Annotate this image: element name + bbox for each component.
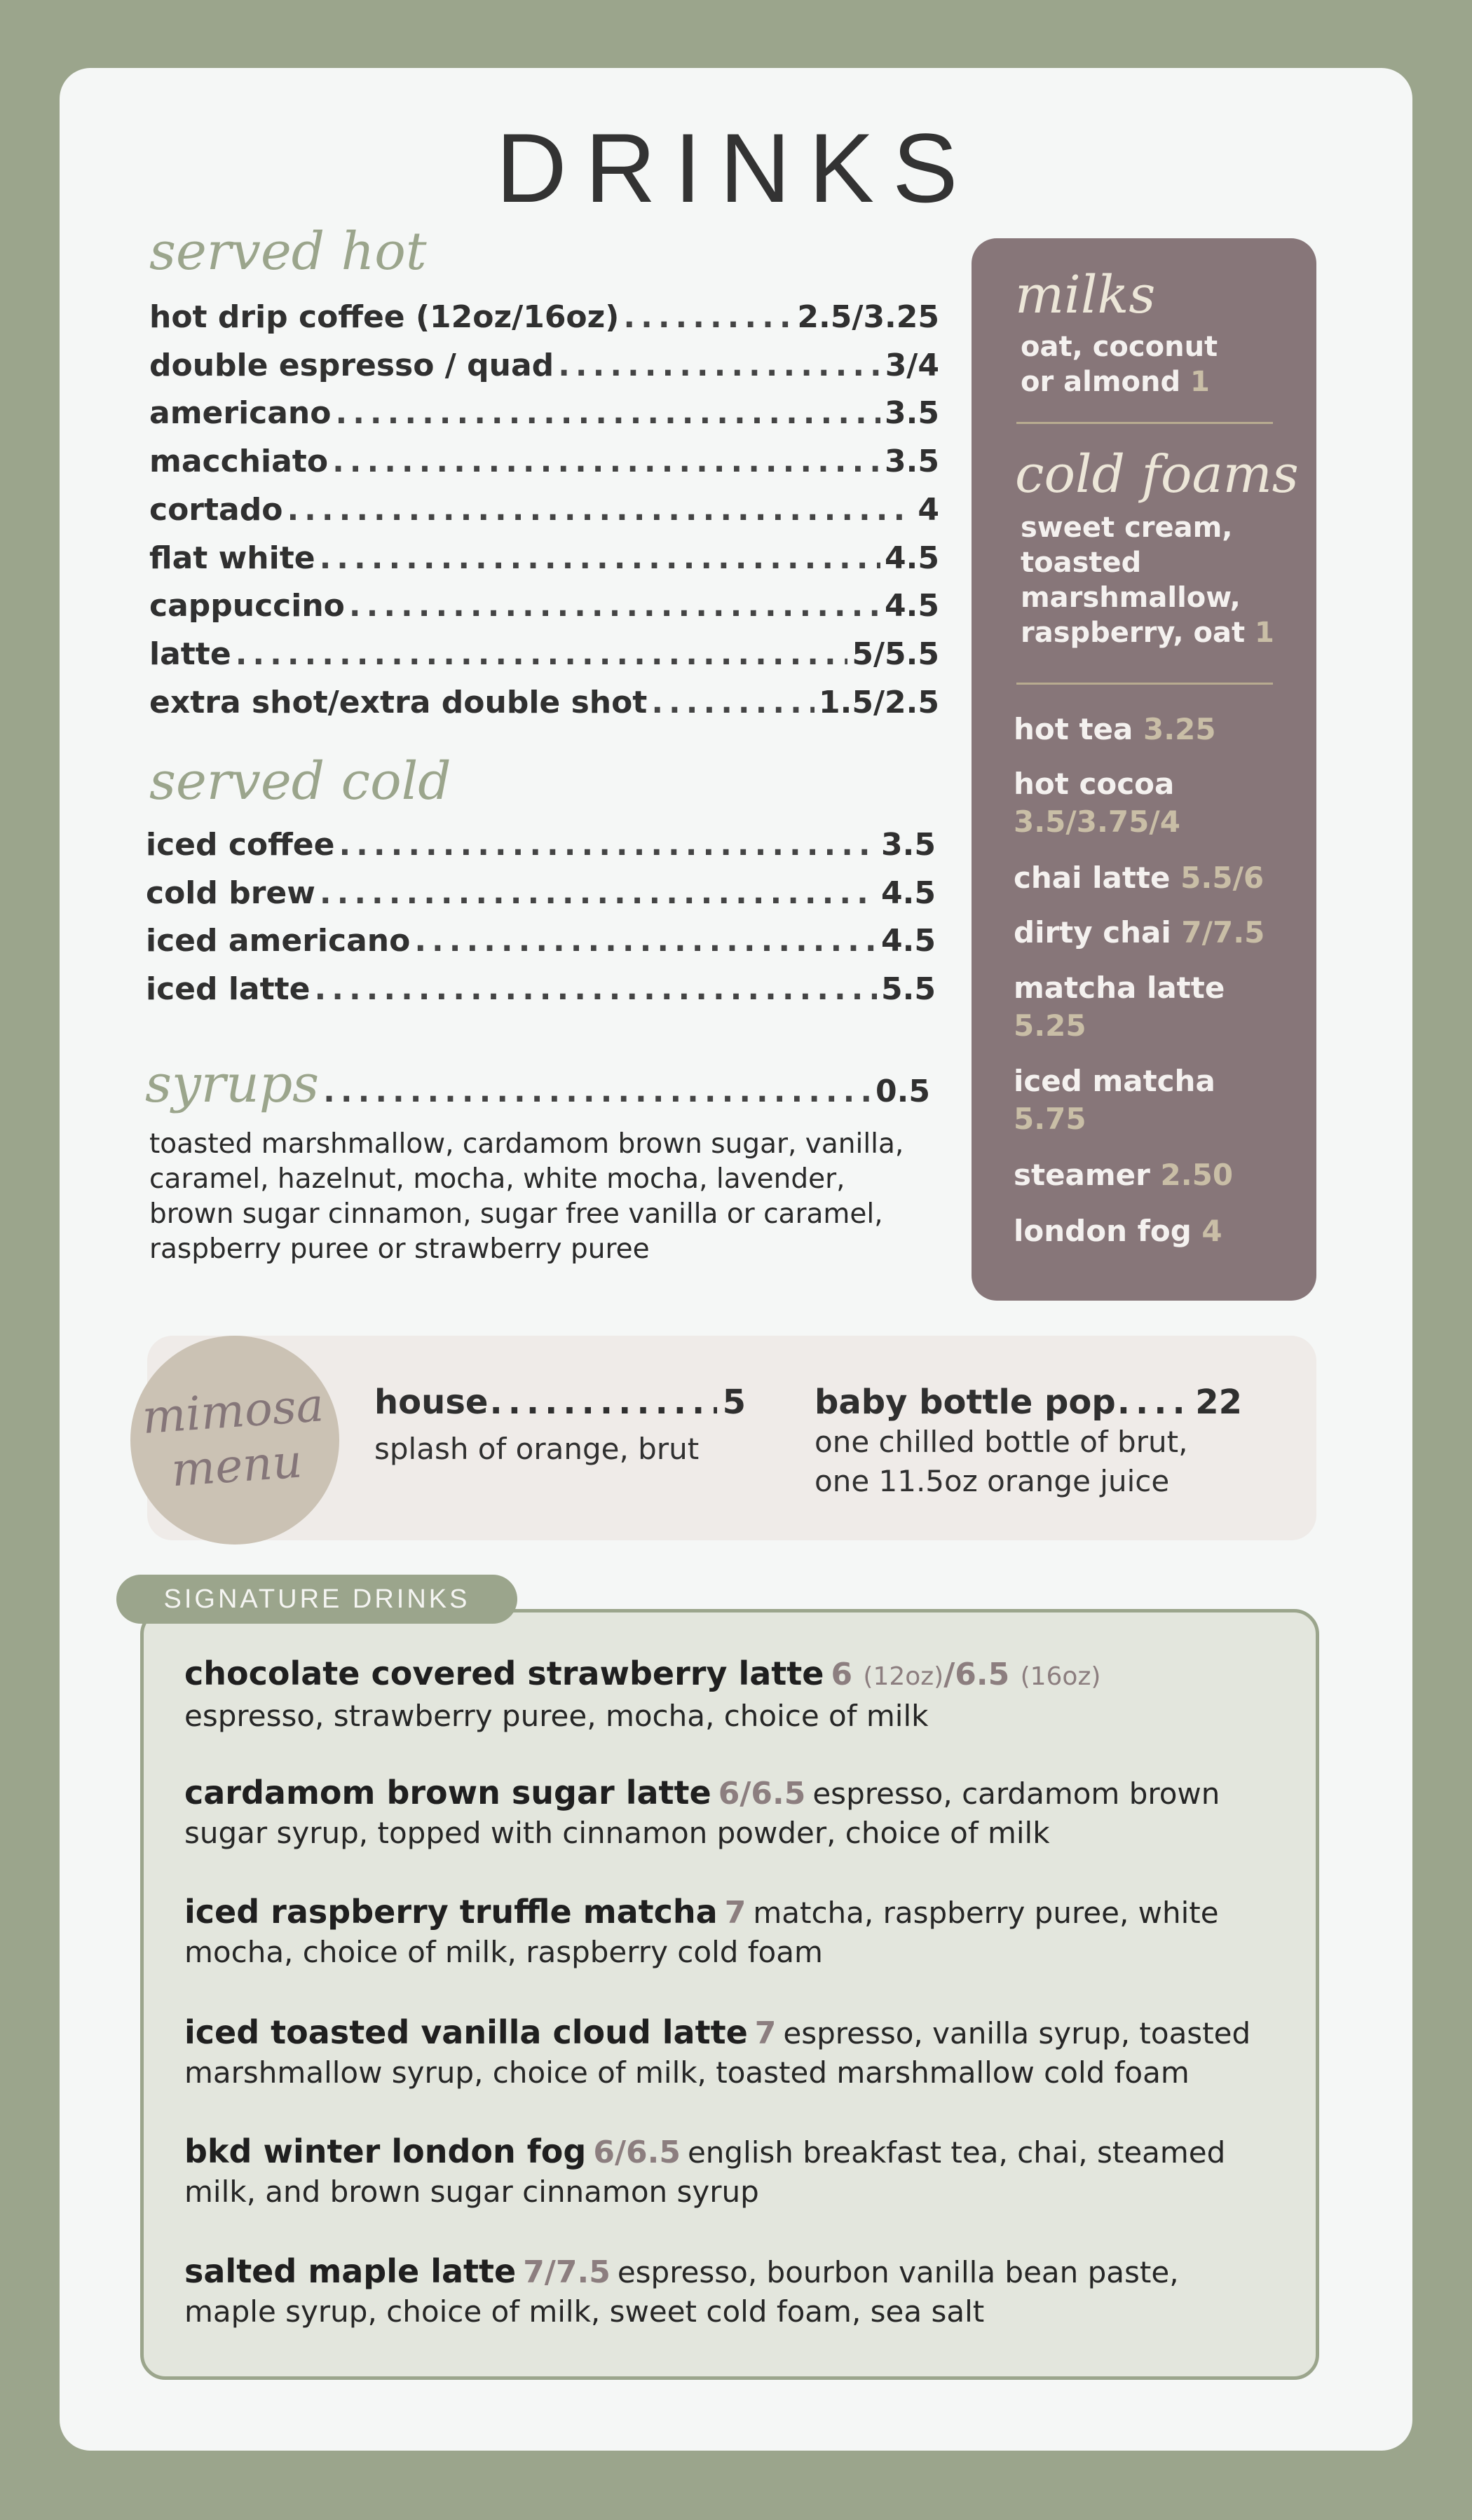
item-price: 3/4 (885, 347, 939, 383)
side-item-price: 4 (1201, 1214, 1222, 1248)
side-item-name: steamer (1014, 1158, 1150, 1192)
item-name: double espresso / quad (149, 347, 554, 383)
served_hot-row (149, 392, 939, 435)
served_hot-row (149, 537, 939, 580)
mimosa-heading (127, 1377, 343, 1500)
side-item (1014, 859, 1308, 897)
item-name: flat white (149, 540, 315, 576)
side-item-name: iced matcha (1014, 1064, 1215, 1098)
served_cold-row (146, 872, 936, 915)
item-price: 3.5 (881, 827, 936, 863)
cold-foams-heading: cold foams (1015, 444, 1299, 505)
leader-dots (349, 584, 880, 628)
mimosa-house-row (374, 1381, 746, 1424)
side-item (1014, 1062, 1308, 1138)
signature-name: iced raspberry truffle matcha (184, 1893, 718, 1931)
side-item-price: 5.5/6 (1180, 861, 1265, 895)
syrup-line: caramel, hazelnut, mocha, white mocha, lavender, (149, 1163, 845, 1195)
item-name: extra shot/extra double shot (149, 684, 648, 720)
house-desc: splash of orange, brut (374, 1432, 700, 1466)
signature-name: cardamom brown sugar latte (184, 1774, 711, 1812)
signature-desc: espresso, cardamom brown sugar syrup, topped with cinnamon powder, choice of milk (184, 1776, 1220, 1850)
served_cold-row (146, 919, 936, 963)
item-name: iced americano (146, 923, 411, 959)
leader-dots (414, 919, 877, 963)
item-price: 1.5/2.5 (819, 684, 939, 720)
price-a: 6 (831, 1657, 853, 1692)
side-item (1014, 1156, 1308, 1194)
item-price: 4.5 (885, 540, 939, 576)
leader-dots (320, 872, 877, 915)
baby-desc-line: one chilled bottle of brut, (815, 1425, 1188, 1459)
syrup-line: brown sugar cinnamon, sugar free vanilla or caramel, (149, 1198, 883, 1230)
side-item-price: 3.25 (1143, 712, 1216, 746)
item-price: 4.5 (881, 923, 936, 959)
signature-item (184, 1892, 1278, 1972)
syrups-price: 0.5 (875, 1074, 930, 1109)
served_hot-row (149, 296, 939, 339)
leader-dots (315, 968, 878, 1011)
baby-price: 22 (1195, 1383, 1242, 1422)
leader-dots (489, 1381, 716, 1424)
served_hot-row (149, 633, 939, 676)
item-name: hot drip coffee (12oz/16oz) (149, 299, 620, 335)
item-name: macchiato (149, 444, 329, 480)
item-name: cappuccino (149, 588, 345, 624)
signature-name: bkd winter london fog (184, 2132, 587, 2170)
item-name: cortado (149, 491, 283, 528)
syrups-heading: syrups (145, 1054, 320, 1114)
foam-line (1021, 615, 1274, 650)
served_hot-row (149, 440, 939, 484)
signature-price: 6/6.5 (593, 2135, 681, 2170)
signature-desc: espresso, strawberry puree, mocha, choice of milk (184, 1699, 929, 1733)
side-item-price: 7/7.5 (1181, 915, 1265, 950)
signature-item (184, 1654, 1278, 1736)
leader-dots (323, 1070, 871, 1114)
foam-line: marshmallow, (1021, 582, 1241, 614)
page-title: DRINKS (496, 113, 976, 223)
leader-dots (558, 344, 881, 388)
milks-line-text: or almond (1021, 366, 1181, 398)
foam-line: sweet cream, (1021, 512, 1233, 544)
side-item-name: london fog (1014, 1214, 1192, 1248)
baby-name: baby bottle pop (815, 1383, 1116, 1422)
signature-desc: espresso, vanilla syrup, toasted marshmallow syrup, choice of milk, toasted marshmallow cold foam (184, 2016, 1251, 2090)
signature-name: salted maple latte (184, 2252, 517, 2290)
foam-line-text: raspberry, oat (1021, 617, 1246, 649)
side-item-name: chai latte (1014, 861, 1171, 895)
signature-name: chocolate covered strawberry latte (184, 1655, 824, 1692)
leader-dots (287, 488, 913, 532)
served-cold-heading: served cold (149, 751, 451, 812)
milks-heading: milks (1015, 265, 1156, 325)
item-price: 3.5 (885, 444, 939, 480)
syrup-line: raspberry puree or strawberry puree (149, 1233, 650, 1265)
item-name: latte (149, 636, 231, 672)
mimosa-heading-line: mimosa (140, 1378, 326, 1445)
house-name: house (374, 1383, 489, 1422)
side-item-name: hot tea (1014, 712, 1133, 746)
baby-desc-line: one 11.5oz orange juice (815, 1464, 1170, 1498)
signature-item (184, 2132, 1278, 2212)
leader-dots (1117, 1381, 1190, 1424)
item-price: 2.5/3.25 (797, 299, 939, 335)
side-item-price: 3.5/3.75/4 (1014, 804, 1180, 839)
served_cold-row (146, 968, 936, 1011)
leader-dots (236, 633, 848, 676)
mimosa-baby-row (815, 1381, 1242, 1424)
house-price: 5 (722, 1383, 746, 1422)
item-price: 4.5 (881, 875, 936, 911)
item-price: 5/5.5 (852, 636, 939, 672)
item-name: cold brew (146, 875, 315, 911)
side-item (1014, 711, 1308, 748)
foams-price: 1 (1255, 617, 1274, 649)
size-b: (16oz) (1020, 1662, 1101, 1691)
item-price: 4 (918, 491, 939, 528)
signature-price: 7 (724, 1895, 747, 1931)
leader-dots (623, 296, 793, 339)
milks-line: oat, coconut (1021, 331, 1218, 363)
item-price: 5.5 (881, 971, 936, 1008)
signature-price: 7/7.5 (523, 2254, 611, 2290)
side-panel (972, 238, 1316, 1301)
item-name: iced coffee (146, 827, 335, 863)
leader-dots (332, 440, 880, 484)
signature-desc: matcha, raspberry puree, white mocha, choice of milk, raspberry cold foam (184, 1896, 1219, 1969)
signature-price (831, 1657, 1100, 1692)
side-item (1014, 765, 1308, 841)
served_cold-row (146, 823, 936, 867)
side-item (1014, 914, 1308, 952)
leader-dots (339, 823, 877, 867)
divider (1016, 683, 1273, 685)
item-name: americano (149, 395, 332, 432)
syrup-line: toasted marshmallow, cardamom brown sugar, vanilla, (149, 1128, 904, 1160)
syrup-list (149, 1127, 927, 1267)
signature-item (184, 2013, 1278, 2093)
side-item-name: matcha latte (1014, 971, 1225, 1005)
side-item (1014, 1212, 1308, 1250)
leader-dots (651, 681, 815, 725)
size-a: (12oz) (863, 1662, 944, 1691)
baby-desc (815, 1423, 1187, 1501)
leader-dots (336, 392, 881, 435)
item-price: 4.5 (885, 588, 939, 624)
served-hot-heading: served hot (149, 221, 427, 282)
divider (1016, 422, 1273, 424)
signature-item (184, 1773, 1278, 1853)
signature-name: iced toasted vanilla cloud latte (184, 2013, 748, 2051)
syrups-row (145, 1054, 930, 1114)
side-item-price: 5.25 (1014, 1008, 1086, 1043)
served_hot-row (149, 344, 939, 388)
signature-price: 7 (754, 2015, 777, 2051)
signature-heading: SIGNATURE DRINKS (116, 1575, 517, 1624)
served_hot-row (149, 584, 939, 628)
item-name: iced latte (146, 971, 311, 1008)
signature-item (184, 2252, 1278, 2331)
leader-dots (320, 537, 880, 580)
foam-line: toasted (1021, 547, 1142, 579)
served_hot-row (149, 488, 939, 532)
milks-line (1021, 364, 1210, 399)
side-item-name: hot cocoa (1014, 767, 1175, 801)
signature-desc: espresso, bourbon vanilla bean paste, maple syrup, choice of milk, sweet cold foam, sea salt (184, 2255, 1179, 2329)
item-price: 3.5 (885, 395, 939, 432)
served_hot-row (149, 681, 939, 725)
side-item-name: dirty chai (1014, 915, 1171, 950)
side-item-price: 5.75 (1014, 1102, 1086, 1136)
side-item (1014, 969, 1308, 1045)
milks-price: 1 (1190, 366, 1210, 398)
price-b: /6.5 (943, 1657, 1010, 1692)
signature-desc: english breakfast tea, chai, steamed milk, and brown sugar cinnamon syrup (184, 2135, 1226, 2209)
mimosa-heading-line: menu (169, 1434, 304, 1498)
signature-price: 6/6.5 (718, 1776, 806, 1812)
side-item-price: 2.50 (1160, 1158, 1234, 1192)
